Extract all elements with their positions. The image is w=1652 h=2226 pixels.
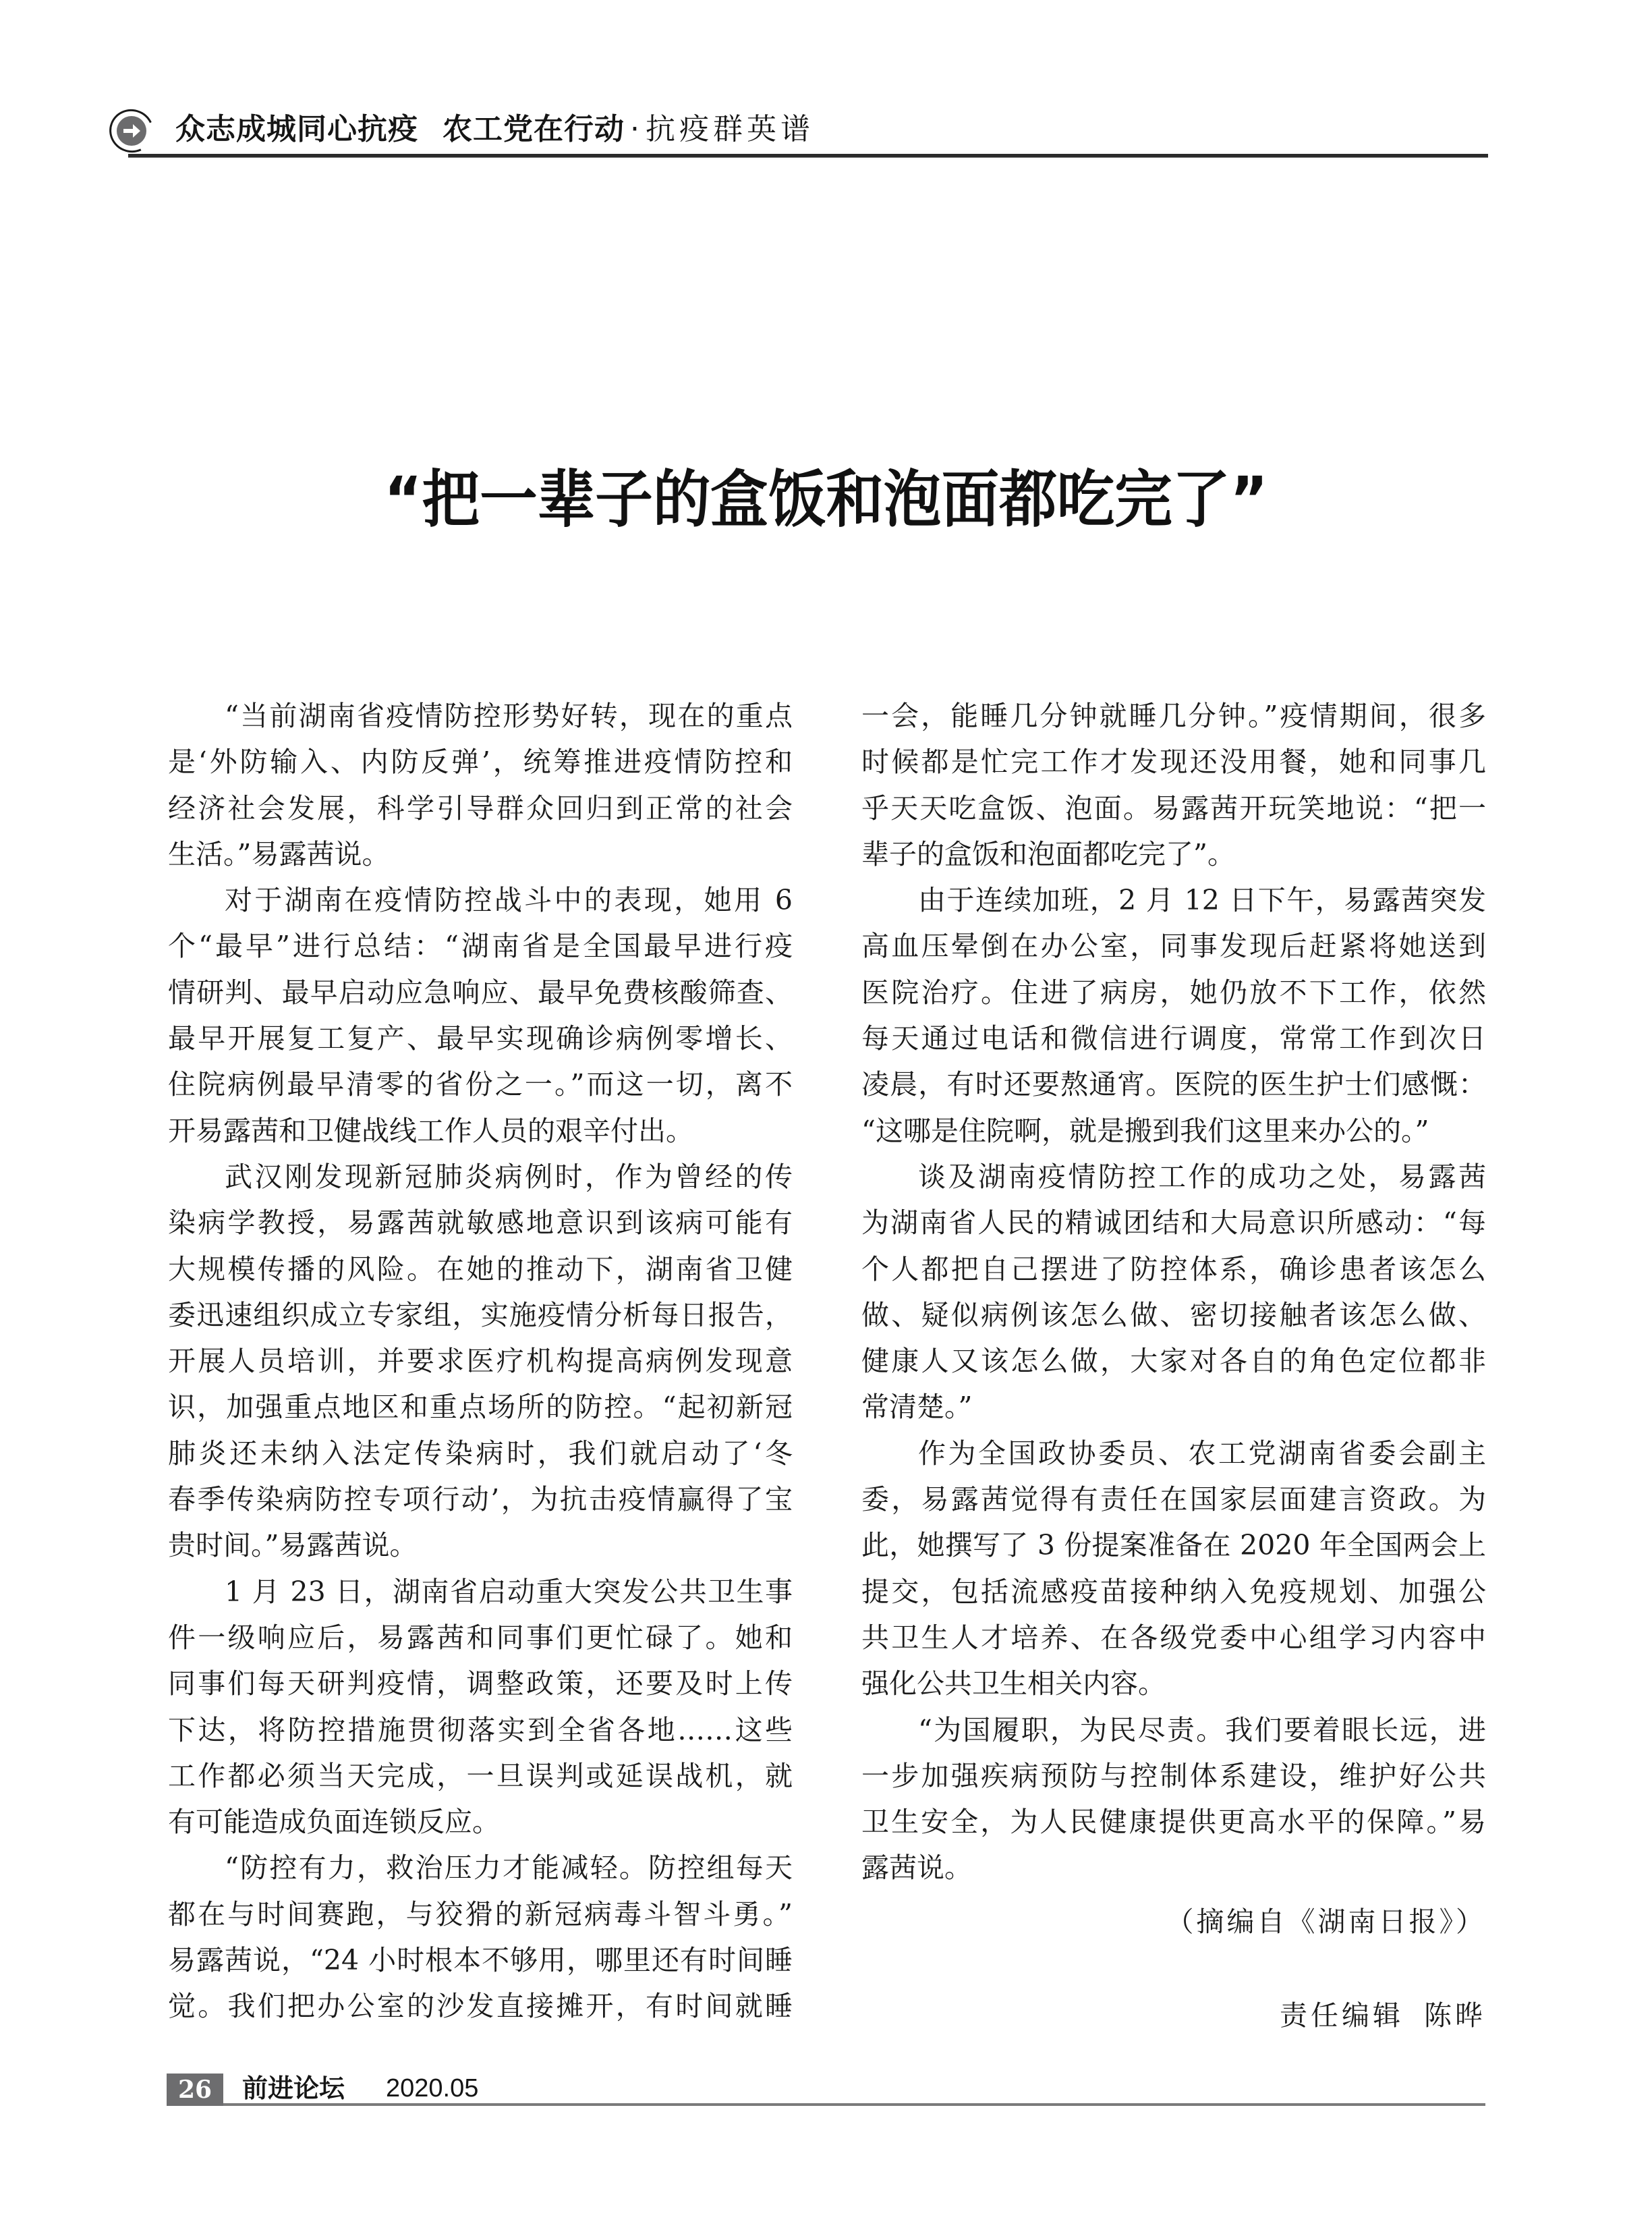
text-line: 此，她撰写了 3 份提案准备在 2020 年全国两会上 <box>861 1529 1486 1562</box>
text-line: 作为全国政协委员、农工党湖南省委会副主 <box>918 1437 1486 1470</box>
text-line: 1 月 23 日，湖南省启动重大突发公共卫生事 <box>225 1575 793 1608</box>
text-line: 常清楚。” <box>861 1391 973 1424</box>
editor-name: 陈晔 <box>1424 1999 1486 2032</box>
text-line: 情研判、最早启动应急响应、最早免费核酸筛查、 <box>168 976 793 1009</box>
text-line: 卫生安全，为人民健康提供更高水平的保障。”易 <box>861 1806 1486 1839</box>
text-line: 健康人又该怎么做，大家对各自的角色定位都非 <box>861 1345 1486 1378</box>
text-line: “这哪是住院啊，就是搬到我们这里来办公的。” <box>861 1114 1429 1147</box>
issue-number: 2020.05 <box>386 2074 479 2103</box>
text-line: 强化公共卫生相关内容。 <box>861 1667 1166 1700</box>
text-line: 开展人员培训，并要求医疗机构提高病例发现意 <box>168 1345 793 1378</box>
header-rule <box>128 154 1488 158</box>
text-line: 谈及湖南疫情防控工作的成功之处，易露茜 <box>918 1160 1486 1193</box>
text-line: 都在与时间赛跑，与狡猾的新冠病毒斗智斗勇。” <box>168 1897 793 1930</box>
text-line: “防控有力，救治压力才能减轻。防控组每天 <box>225 1852 793 1885</box>
text-line: 最早开展复工复产、最早实现确诊病例零增长、 <box>168 1022 793 1055</box>
text-line: 有可能造成负面连锁反应。 <box>168 1806 500 1839</box>
text-line: 凌晨，有时还要熬通宵。医院的医生护士们感慨： <box>861 1068 1486 1101</box>
article-left-column <box>168 693 793 2030</box>
text-line: 医院治疗。住进了病房，她仍放不下工作，依然 <box>861 976 1486 1009</box>
text-line: 时候都是忙完工作才发现还没用餐，她和同事几 <box>861 746 1486 779</box>
text-line: 辈子的盒饭和泡面都吃完了”。 <box>861 837 1235 870</box>
text-line: “当前湖南省疫情防控形势好转，现在的重点 <box>225 700 793 732</box>
article-title: “把一辈子的盒饭和泡面都吃完了” <box>384 464 1268 536</box>
article-source: （摘编自《湖南日报》） <box>1166 1905 1486 1938</box>
column-name: 抗疫群英谱 <box>646 112 814 146</box>
page-footer <box>167 2074 1485 2107</box>
text-line: 春季传染病防控专项行动’，为抗击疫情赢得了宝 <box>168 1483 793 1516</box>
text-line: 生活。”易露茜说。 <box>168 837 390 870</box>
header-text <box>175 109 814 150</box>
journal-name: 前进论坛 <box>242 2074 345 2103</box>
text-line: 易露茜说，“24 小时根本不够用，哪里还有时间睡 <box>168 1944 793 1977</box>
editor-label: 责任编辑 <box>1280 1999 1404 2032</box>
text-line: 件一级响应后，易露茜和同事们更忙碌了。她和 <box>168 1621 793 1654</box>
section-main-title: 众志成城同心抗疫 <box>175 112 418 146</box>
responsible-editor <box>861 1995 1486 2036</box>
text-line: 个“最早”进行总结：“湖南省是全国最早进行疫 <box>168 930 793 963</box>
running-header <box>108 107 1488 155</box>
text-line: 高血压晕倒在办公室，同事发现后赶紧将她送到 <box>861 930 1486 963</box>
text-line: 武汉刚发现新冠肺炎病例时，作为曾经的传 <box>225 1160 793 1193</box>
text-line: “为国履职，为民尽责。我们要着眼长远，进 <box>918 1713 1486 1746</box>
text-line: 由于连续加班，2 月 12 日下午，易露茜突发 <box>918 884 1486 917</box>
text-line: 开易露茜和卫健战线工作人员的艰辛付出。 <box>168 1114 693 1147</box>
text-line: 乎天天吃盒饭、泡面。易露茜开玩笑地说：“把一 <box>861 791 1486 825</box>
text-line: 肺炎还未纳入法定传染病时，我们就启动了‘冬 <box>168 1437 793 1470</box>
text-line: 工作都必须当天完成，一旦误判或延误战机，就 <box>168 1759 793 1792</box>
text-line: 做、疑似病例该怎么做、密切接触者该怎么做、 <box>861 1298 1486 1331</box>
page-number: 26 <box>167 2074 223 2106</box>
text-line: 住院病例最早清零的省份之一。”而这一切，离不 <box>168 1068 793 1101</box>
footer-rule <box>223 2103 1485 2106</box>
text-line: 对于湖南在疫情防控战斗中的表现，她用 6 <box>225 884 793 917</box>
text-line: 觉。我们把办公室的沙发直接摊开，有时间就睡 <box>168 1990 793 2023</box>
text-line: 共卫生人才培养、在各级党委中心组学习内容中 <box>861 1621 1486 1654</box>
text-line: 委迅速组织成立专家组，实施疫情分析每日报告， <box>168 1298 793 1331</box>
text-line: 露茜说。 <box>861 1852 972 1885</box>
text-line: 同事们每天研判疫情，调整政策，还要及时上传 <box>168 1667 793 1700</box>
arrow-right-circle-icon <box>117 116 146 146</box>
text-line: 是‘外防输入、内防反弹’，统筹推进疫情防控和 <box>168 746 793 779</box>
text-line: 下达，将防控措施贯彻落实到全省各地……这些 <box>168 1713 793 1746</box>
text-line: 委，易露茜觉得有责任在国家层面建言资政。为 <box>861 1483 1486 1516</box>
article-right-column <box>861 693 1486 1891</box>
text-line: 识，加强重点地区和重点场所的防控。“起初新冠 <box>168 1391 793 1424</box>
text-line: 一步加强疾病预防与控制体系建设，维护好公共 <box>861 1759 1486 1792</box>
text-line: 每天通过电话和微信进行调度，常常工作到次日 <box>861 1022 1486 1055</box>
text-line: 贵时间。”易露茜说。 <box>168 1529 418 1562</box>
text-line: 提交，包括流感疫苗接种纳入免疫规划、加强公 <box>861 1575 1486 1608</box>
text-line: 大规模传播的风险。在她的推动下，湖南省卫健 <box>168 1252 793 1285</box>
text-line: 染病学教授，易露茜就敏感地意识到该病可能有 <box>168 1206 793 1240</box>
text-line: 为湖南省人民的精诚团结和大局意识所感动：“每 <box>861 1206 1486 1240</box>
text-line: 个人都把自己摆进了防控体系，确诊患者该怎么 <box>861 1252 1486 1285</box>
header-separator: · <box>630 112 640 146</box>
section-sub-title: 农工党在行动 <box>443 112 625 146</box>
text-line: 经济社会发展，科学引导群众回归到正常的社会 <box>168 791 793 825</box>
text-line: 一会，能睡几分钟就睡几分钟。”疫情期间，很多 <box>861 700 1486 732</box>
